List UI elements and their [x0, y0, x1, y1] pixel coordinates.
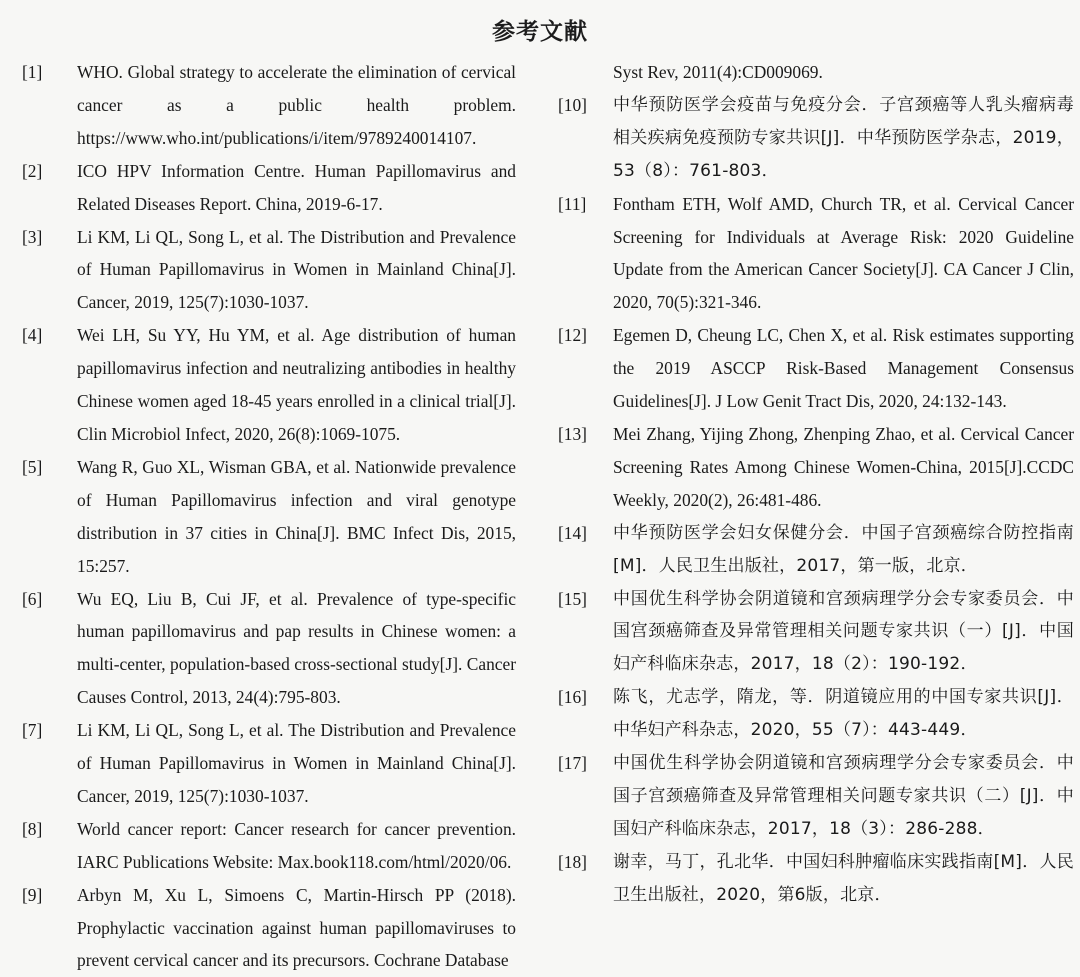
reference-number: [9]	[22, 884, 43, 905]
reference-number: [16]	[558, 687, 587, 708]
reference-number: [7]	[22, 720, 43, 741]
reference-text: Li KM, Li QL, Song L, et al. The Distribution and Prevalence of Human Papillomavirus in Women in Mainland China[J]. Cancer, 2019, 125(7):1030-1037.	[77, 720, 516, 806]
reference-entry	[558, 89, 1074, 188]
reference-text: 中国优生科学协会阴道镜和宫颈病理学分会专家委员会．中国子宫颈癌筛查及异常管理相关问题专家共识（二）[J]．中国妇产科临床杂志，2017，18（3）：286-288．	[613, 753, 1074, 839]
reference-entry	[558, 418, 1074, 517]
reference-text: 中华预防医学会妇女保健分会．中国子宫颈癌综合防控指南[M]．人民卫生出版社，2017，第一版，北京．	[613, 522, 1074, 576]
reference-text: 陈飞，尤志学，隋龙，等．阴道镜应用的中国专家共识[J]．中华妇产科杂志，2020，55（7）：443-449．	[613, 687, 1074, 741]
reference-text: Wu EQ, Liu B, Cui JF, et al. Prevalence of type-specific human papillomavirus and pap results in Chinese women: a multi-center, population-based cross-sectional study[J]. Cancer Causes Control, 2013, 24(4):795-803.	[77, 588, 516, 708]
reference-number: [5]	[22, 456, 43, 477]
reference-number: [8]	[22, 818, 43, 839]
reference-entry	[22, 583, 516, 715]
reference-entry	[22, 813, 516, 879]
reference-entry	[22, 56, 516, 155]
reference-entry	[558, 517, 1074, 583]
reference-number: [15]	[558, 588, 587, 609]
reference-number: [12]	[558, 325, 587, 346]
reference-entry	[558, 747, 1074, 846]
reference-text: 中国优生科学协会阴道镜和宫颈病理学分会专家委员会．中国宫颈癌筛查及异常管理相关问题专家共识（一）[J]．中国妇产科临床杂志，2017，18（2）：190-192．	[613, 588, 1074, 675]
reference-text: Fontham ETH, Wolf AMD, Church TR, et al. Cervical Cancer Screening for Individuals at Average Risk: 2020 Guideline Update from the American Cancer Society[J]. CA Cancer J Clin, 2020, 70(5):321-346.	[613, 193, 1074, 313]
reference-text: Arbyn M, Xu L, Simoens C, Martin-Hirsch PP (2018). Prophylactic vaccination against human papillomaviruses to prevent cervical cancer and its precursors. Cochrane Database	[77, 884, 516, 971]
reference-text: Syst Rev, 2011(4):CD009069.	[613, 62, 823, 82]
reference-number: [1]	[22, 62, 43, 82]
reference-number: [4]	[22, 325, 43, 346]
reference-entry	[558, 188, 1074, 320]
reference-text: Egemen D, Cheung LC, Chen X, et al. Risk estimates supporting the 2019 ASCCP Risk-Based Management Consensus Guidelines[J]. J Low Genit Tract Dis, 2020, 24:132-143.	[613, 325, 1074, 412]
reference-text: World cancer report: Cancer research for cancer prevention. IARC Publications Website: Max.book118.com/html/2020/06.	[77, 818, 516, 872]
reference-number: [18]	[558, 851, 587, 872]
page-title: 参考文献	[492, 19, 588, 45]
reference-entry	[558, 681, 1074, 747]
reference-number: [14]	[558, 522, 587, 543]
reference-entry	[22, 879, 516, 977]
reference-entry	[22, 714, 516, 813]
reference-number: [11]	[558, 193, 587, 214]
reference-entry	[22, 155, 516, 221]
left-column	[0, 56, 540, 971]
reference-entry	[558, 319, 1074, 418]
reference-text: ICO HPV Information Centre. Human Papillomavirus and Related Diseases Report. China, 2019-6-17.	[77, 160, 516, 214]
reference-text: 谢幸，马丁，孔北华．中国妇科肿瘤临床实践指南[M]．人民卫生出版社，2020，第6版，北京．	[613, 851, 1074, 905]
reference-continuation	[558, 56, 1074, 89]
reference-entry	[558, 583, 1074, 682]
reference-entry	[22, 221, 516, 320]
reference-number: [13]	[558, 423, 587, 444]
reference-text: 中华预防医学会疫苗与免疫分会．子宫颈癌等人乳头瘤病毒相关疾病免疫预防专家共识[J]．中华预防医学杂志，2019，53（8）：761-803．	[613, 94, 1074, 181]
reference-number: [10]	[558, 94, 587, 115]
reference-entry	[558, 846, 1074, 912]
two-column-body	[0, 56, 1080, 971]
reference-entry	[22, 319, 516, 451]
right-column	[540, 56, 1080, 905]
reference-number: [17]	[558, 753, 587, 774]
reference-number: [3]	[22, 226, 43, 247]
reference-text: Mei Zhang, Yijing Zhong, Zhenping Zhao, et al. Cervical Cancer Screening Rates Among Chinese Women-China, 2015[J].CCDC Weekly, 2020(2), 26:481-486.	[613, 423, 1074, 510]
reference-text: Li KM, Li QL, Song L, et al. The Distribution and Prevalence of Human Papillomavirus in Women in Mainland China[J]. Cancer, 2019, 125(7):1030-1037.	[77, 226, 516, 313]
reference-entry	[22, 451, 516, 583]
reference-number: [6]	[22, 588, 43, 609]
reference-text: Wei LH, Su YY, Hu YM, et al. Age distribution of human papillomavirus infection and neutralizing antibodies in healthy Chinese women aged 18-45 years enrolled in a clinical trial[J]. Clin Microbiol Infect, 2020, 26(8):1069-1075.	[77, 325, 516, 444]
reference-text: WHO. Global strategy to accelerate the elimination of cervical cancer as a public health problem. https://www.who.int/publications/i/item/9789240014107.	[77, 62, 516, 148]
reference-text: Wang R, Guo XL, Wisman GBA, et al. Nationwide prevalence of Human Papillomavirus infection and viral genotype distribution in 37 cities in China[J]. BMC Infect Dis, 2015, 15:257.	[77, 456, 516, 576]
reference-number: [2]	[22, 160, 43, 181]
